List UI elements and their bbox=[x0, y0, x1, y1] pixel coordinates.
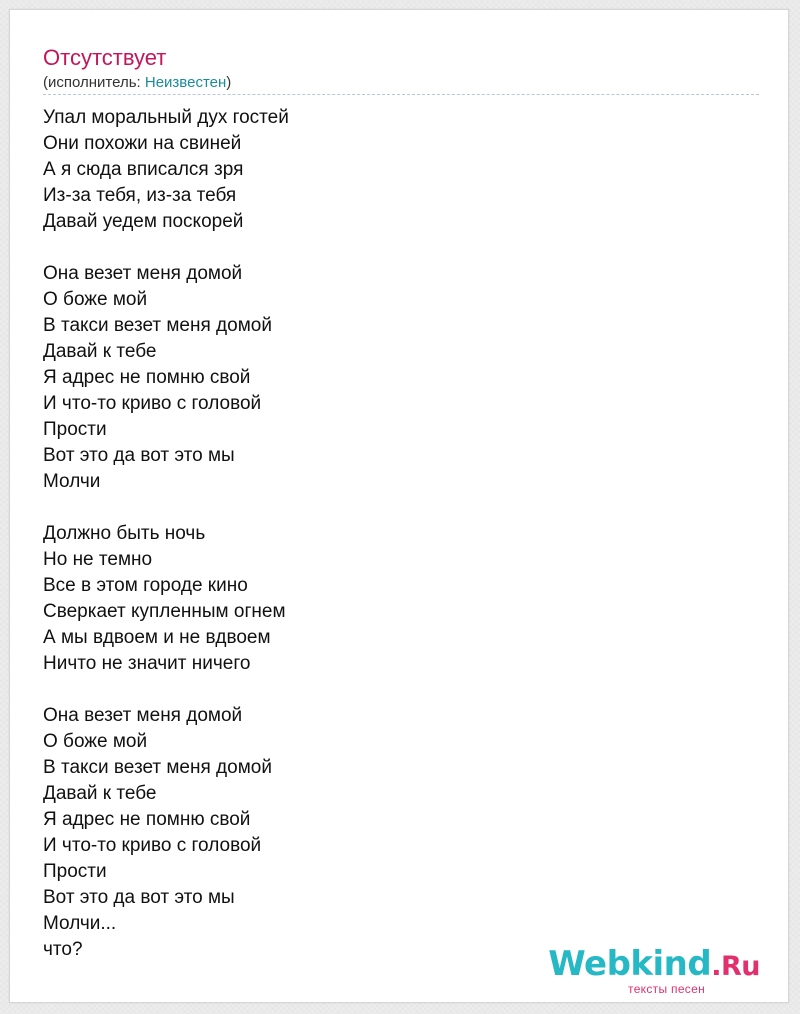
lyric-line: Должно быть ночь bbox=[43, 523, 206, 544]
site-logo[interactable] bbox=[548, 944, 760, 1004]
lyric-line: А мы вдвоем и не вдвоем bbox=[43, 627, 271, 648]
lyric-line: Но не темно bbox=[43, 549, 153, 570]
lyric-line: что? bbox=[43, 939, 83, 960]
lyric-line: Я адрес не помню свой bbox=[43, 809, 251, 830]
lyric-line: Давай к тебе bbox=[43, 341, 157, 362]
lyric-line: В такси везет меня домой bbox=[43, 757, 272, 778]
brand-tagline: тексты песен bbox=[628, 982, 705, 996]
lyric-line: Вот это да вот это мы bbox=[43, 887, 235, 908]
lyric-line: Все в этом городе кино bbox=[43, 575, 248, 596]
artist-suffix: ) bbox=[226, 74, 232, 91]
lyric-line: Ничто не значит ничего bbox=[43, 653, 251, 674]
song-title: Отсутствует bbox=[43, 45, 167, 70]
lyrics-card bbox=[9, 9, 789, 1003]
lyric-line: Прости bbox=[43, 861, 107, 882]
lyric-line: О боже мой bbox=[43, 731, 148, 752]
stanza-gap bbox=[43, 235, 743, 261]
artist-prefix: (исполнитель: bbox=[43, 74, 145, 91]
artist-link[interactable]: Неизвестен bbox=[144, 74, 227, 91]
lyric-line: И что-то криво с головой bbox=[43, 835, 262, 856]
lyric-line: Молчи bbox=[43, 471, 101, 492]
artist-line bbox=[43, 73, 231, 93]
title-divider bbox=[43, 94, 759, 95]
lyric-line: О боже мой bbox=[43, 289, 148, 310]
lyric-line: Прости bbox=[43, 419, 107, 440]
lyric-line: Давай к тебе bbox=[43, 783, 157, 804]
lyric-line: А я сюда вписался зря bbox=[43, 159, 244, 180]
lyric-line: Она везет меня домой bbox=[43, 705, 243, 726]
brand-tld: .Ru bbox=[711, 951, 760, 982]
lyric-line: Они похожи на свиней bbox=[43, 133, 242, 154]
brand-name-text: Webkind bbox=[548, 944, 712, 984]
lyric-line: Вот это да вот это мы bbox=[43, 445, 235, 466]
lyric-line: Давай уедем поскорей bbox=[43, 211, 244, 232]
lyric-line: И что-то криво с головой bbox=[43, 393, 262, 414]
lyric-line: Упал моральный дух гостей bbox=[43, 107, 289, 128]
lyrics-text bbox=[43, 105, 743, 963]
brand-name bbox=[548, 944, 760, 987]
stanza-gap bbox=[43, 495, 743, 521]
lyric-line: Сверкает купленным огнем bbox=[43, 601, 286, 622]
lyric-line: Из-за тебя, из-за тебя bbox=[43, 185, 237, 206]
lyric-line: Молчи... bbox=[43, 913, 117, 934]
lyric-line: Она везет меня домой bbox=[43, 263, 243, 284]
stanza-gap bbox=[43, 677, 743, 703]
lyric-line: Я адрес не помню свой bbox=[43, 367, 251, 388]
lyric-line: В такси везет меня домой bbox=[43, 315, 272, 336]
